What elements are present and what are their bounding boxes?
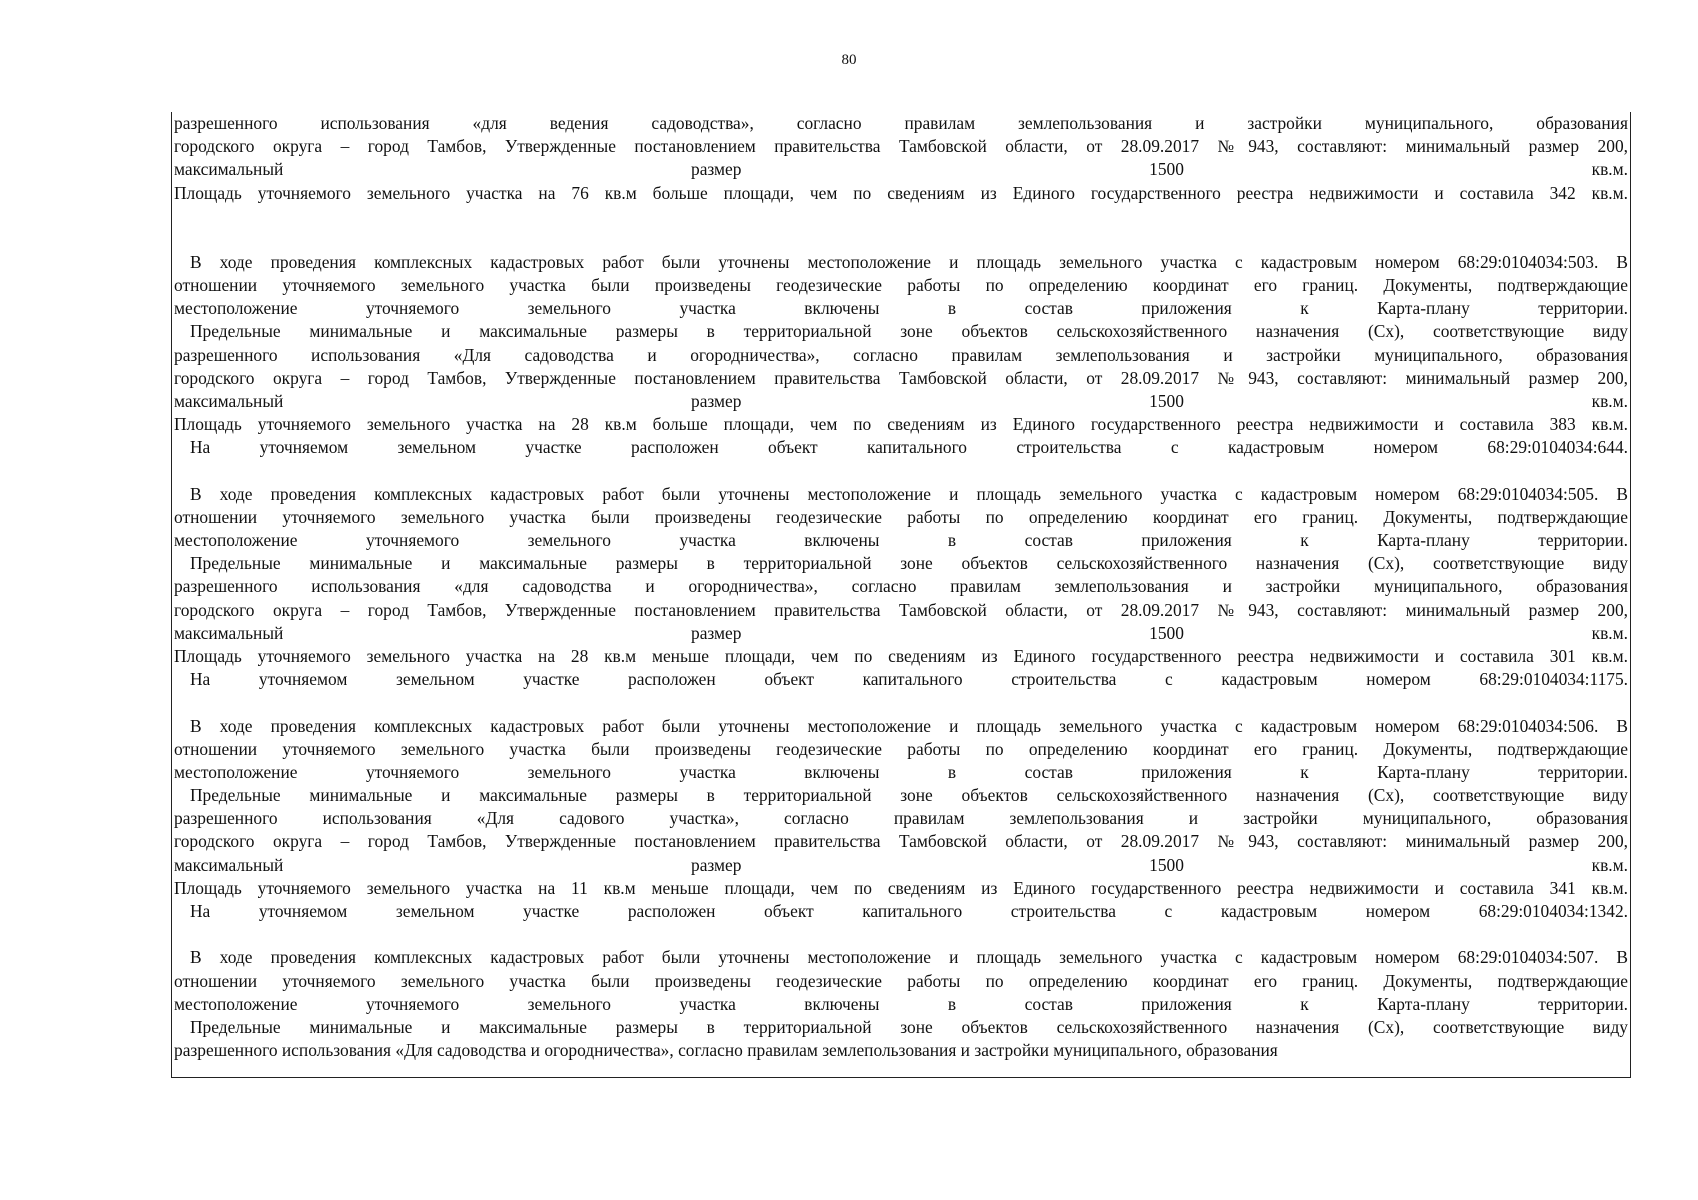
- text-line: Предельные минимальные и максимальные размеры в территориальной зоне объектов сельскохозяйственного назначения (Сх), соответствующие виду: [190, 321, 1628, 342]
- parcel-section: [174, 251, 1628, 460]
- document-text-box: [171, 112, 1631, 1078]
- paragraph-gap: [174, 923, 1628, 946]
- text-line: На уточняемом земельном участке расположен объект капитального строительства с кадастровым номером 68:29:0104034:1342.: [190, 901, 1628, 921]
- text-line: В ходе проведения комплексных кадастровых работ были уточнены местоположение и площадь земельного участка с кадастровым номером 68:29:0104034:505. В: [190, 483, 1628, 504]
- text-line: разрешенного использования «для ведения садоводства», согласно правилам землепользования и застройки муниципального, образования: [174, 113, 1628, 133]
- text-line: разрешенного использования «для садоводства и огородничества», согласно правилам землепользования и застройки муниципального, образования: [174, 576, 1628, 597]
- text-line: местоположение уточняемого земельного участка включены в состав приложения к Карта-плану территории.: [174, 761, 1628, 782]
- text-line: На уточняемом земельном участке расположен объект капитального строительства с кадастровым номером 68:29:0104034:1175.: [190, 669, 1628, 690]
- text-line: Предельные минимальные и максимальные размеры в территориальной зоне объектов сельскохозяйственного назначения (Сх), соответствующие виду: [190, 1016, 1628, 1037]
- parcel-section: [174, 483, 1628, 692]
- text-line: местоположение уточняемого земельного участка включены в состав приложения к Карта-плану территории.: [174, 530, 1628, 550]
- text-line: городского округа – город Тамбов, Утвержденные постановлением правительства Тамбовской области, от 28.09.2017 №943, составляют: минимальный размер 200,: [174, 831, 1628, 852]
- text-line: отношении уточняемого земельного участка были произведены геодезические работы по определению координат его границ. Документы, подтверждающие: [174, 738, 1628, 759]
- parcel-section: [174, 946, 1628, 1062]
- text-line: максимальный размер 1500 кв.м.: [174, 390, 1628, 411]
- text-line: отношении уточняемого земельного участка были произведены геодезические работы по определению координат его границ. Документы, подтверждающие: [174, 506, 1628, 527]
- text-line: разрешенного использования «Для садоводства и огородничества», согласно правилам землепользования и застройки муниципального, образования: [174, 1040, 1278, 1061]
- text-line: На уточняемом земельном участке расположен объект капитального строительства с кадастровым номером 68:29:0104034:644.: [190, 437, 1628, 458]
- page-number: 80: [841, 52, 857, 68]
- text-line: Площадь уточняемого земельного участка на 76 кв.м больше площади, чем по сведениям из Единого государственного реестра недвижимости и составила 342 кв.м.: [174, 182, 1628, 203]
- paragraph-gap: [174, 459, 1628, 482]
- parcel-section: [174, 715, 1628, 924]
- text-line: отношении уточняемого земельного участка были произведены геодезические работы по определению координат его границ. Документы, подтверждающие: [174, 970, 1628, 991]
- text-line: разрешенного использования «Для садового участка», согласно правилам землепользования и застройки муниципального, образования: [174, 808, 1628, 829]
- text-line: разрешенного использования «Для садоводства и огородничества», согласно правилам землепользования и застройки муниципального, образования: [174, 344, 1628, 365]
- text-line: отношении уточняемого земельного участка были произведены геодезические работы по определению координат его границ. Документы, подтверждающие: [174, 274, 1628, 295]
- text-line: местоположение уточняемого земельного участка включены в состав приложения к Карта-плану территории.: [174, 993, 1628, 1014]
- text-line: В ходе проведения комплексных кадастровых работ были уточнены местоположение и площадь земельного участка с кадастровым номером 68:29:0104034:503. В: [190, 251, 1628, 272]
- text-line: городского округа – город Тамбов, Утвержденные постановлением правительства Тамбовской области, от 28.09.2017 №943, составляют: минимальный размер 200,: [174, 599, 1628, 620]
- text-line: Предельные минимальные и максимальные размеры в территориальной зоне объектов сельскохозяйственного назначения (Сх), соответствующие виду: [190, 785, 1628, 806]
- text-line: максимальный размер 1500 кв.м.: [174, 622, 1628, 643]
- text-line: городского округа – город Тамбов, Утвержденные постановлением правительства Тамбовской области, от 28.09.2017 №943, составляют: минимальный размер 200,: [174, 136, 1628, 157]
- text-line: Предельные минимальные и максимальные размеры в территориальной зоне объектов сельскохозяйственного назначения (Сх), соответствующие виду: [190, 553, 1628, 574]
- text-line: Площадь уточняемого земельного участка на 28 кв.м больше площади, чем по сведениям из Единого государственного реестра недвижимости и составила 383 кв.м.: [174, 414, 1628, 435]
- paragraph-gap: [174, 205, 1628, 251]
- text-line: максимальный размер 1500 кв.м.: [174, 854, 1628, 875]
- text-line: местоположение уточняемого земельного участка включены в состав приложения к Карта-плану территории.: [174, 298, 1628, 319]
- text-line: Площадь уточняемого земельного участка на 28 кв.м меньше площади, чем по сведениям из Единого государственного реестра недвижимости и составила 301 кв.м.: [174, 645, 1628, 666]
- text-line: городского округа – город Тамбов, Утвержденные постановлением правительства Тамбовской области, от 28.09.2017 №943, составляют: минимальный размер 200,: [174, 367, 1628, 388]
- text-line: Площадь уточняемого земельного участка на 11 кв.м меньше площади, чем по сведениям из Единого государственного реестра недвижимости и составила 341 кв.м.: [174, 877, 1628, 898]
- text-line: В ходе проведения комплексных кадастровых работ были уточнены местоположение и площадь земельного участка с кадастровым номером 68:29:0104034:507. В: [190, 947, 1628, 968]
- text-line: максимальный размер 1500 кв.м.: [174, 159, 1628, 180]
- text-line: В ходе проведения комплексных кадастровых работ были уточнены местоположение и площадь земельного участка с кадастровым номером 68:29:0104034:506. В: [190, 715, 1628, 736]
- paragraph-gap: [174, 691, 1628, 714]
